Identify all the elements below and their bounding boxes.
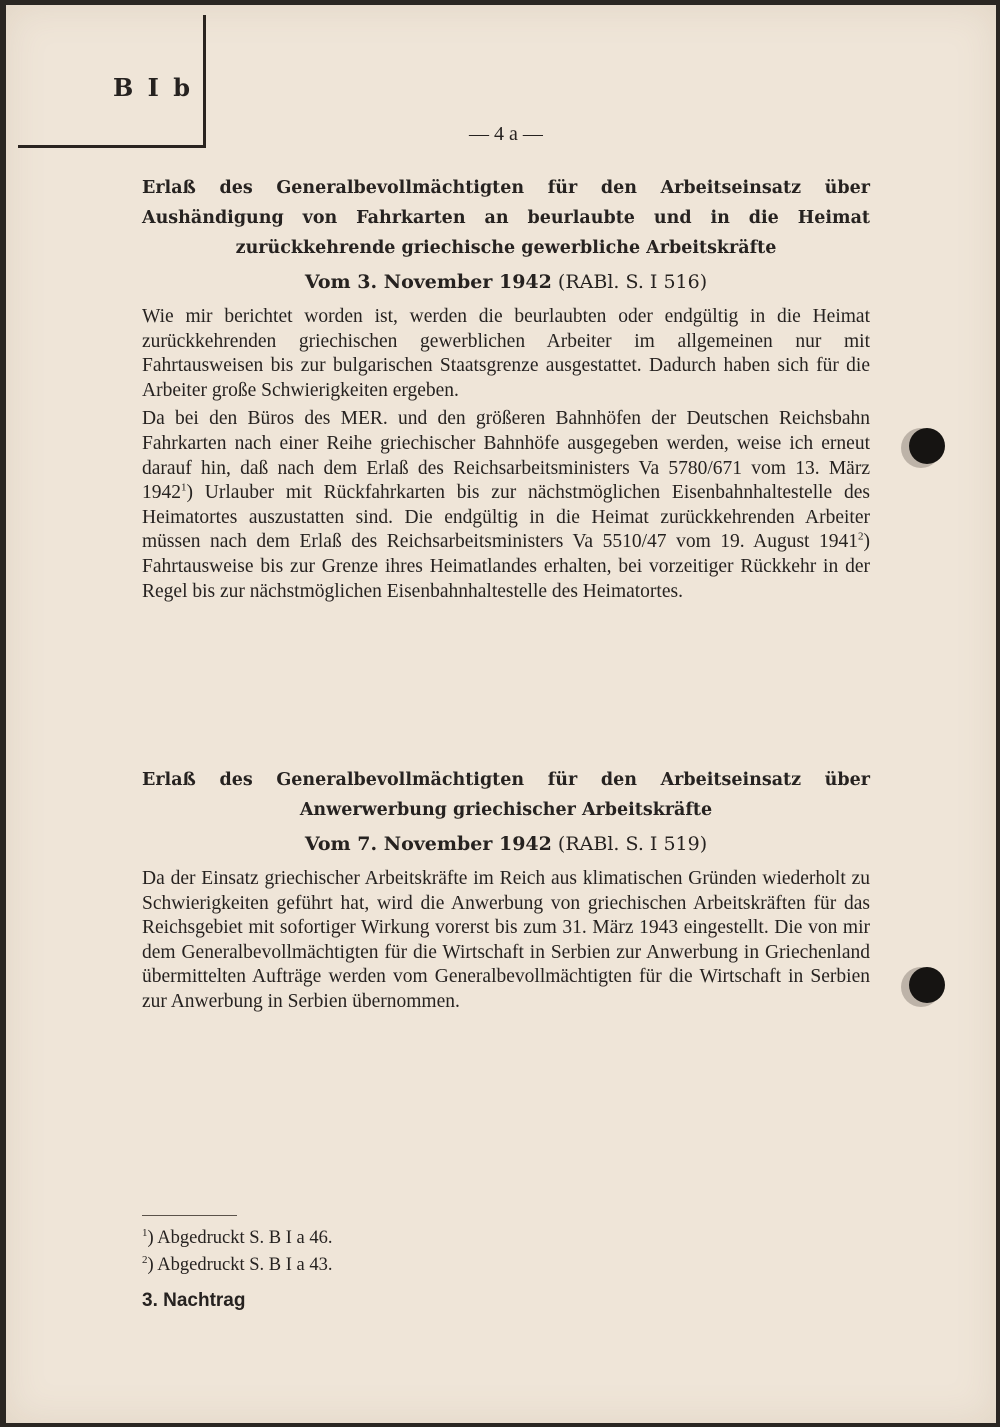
decree-1-paragraph-2-part-a: Da bei den Büros des MER. und den größeren Bahnhöfen der Deutschen Reichsbahn Fahrkarten nach einer Reihe griechischer Bahnhöfe ausgegeben werden, weise ich erneut darauf hin, daß nach dem Erlaß des Reichsarbeitsministers Va 5780/671 vom 13. März 1942 <box>142 408 870 504</box>
decree-1-dateline <box>142 267 870 297</box>
section-label: B I b <box>113 73 194 102</box>
punch-hole-lower <box>909 967 945 1003</box>
decree-2-title: Erlaß des Generalbevollmächtigten für den Arbeitseinsatz über Anwerwerbung griechischer Arbeitskräfte <box>142 770 870 820</box>
decree-2-paragraph-1: Da der Einsatz griechischer Arbeitskräfte im Reich aus klimatischen Gründen wiederholt zu Schwierigkeiten geführt hat, wird die Anwerbung von griechischen Arbeitskräften für das Reichsgebiet mit sofortiger Wirkung vorerst bis zum 31. März 1943 eingestellt. Die von mir dem Generalbevollmächtigten für die Wirtschaft in Serbien zur Anwerbung in Griechenland übermittelten Aufträge werden vom Generalbevollmächtigten für die Wirtschaft in Serbien zur Anwerbung in Serbien übernommen. <box>142 868 870 1012</box>
footnote-2 <box>142 1255 332 1276</box>
footnote-1 <box>142 1228 332 1249</box>
document-page <box>6 5 996 1423</box>
footnote-ref-2: 2 <box>858 530 864 543</box>
decree-2-date: Vom 7. November 1942 <box>304 833 552 855</box>
decree-1-title: Erlaß des Generalbevollmächtigten für den Arbeitseinsatz über Aushändigung von Fahrkarten an beurlaubte und in die Heimat zurückkehrende griechische gewerbliche Arbeitskräfte <box>142 178 870 258</box>
footnote-1-mark: 1 <box>142 1226 148 1239</box>
decree-1-paragraph-1: Wie mir berichtet worden ist, werden die beurlaubten oder endgültig in die Heimat zurückkehrenden griechischen gewerblichen Arbeiter im allgemeinen nur mit Fahrtausweisen bis zur bulgarischen Staatsgrenze ausgestattet. Dadurch haben sich für die Arbeiter große Schwierigkeiten ergeben. <box>142 306 870 401</box>
decree-1-date: Vom 3. November 1942 <box>304 271 552 293</box>
supplement-label: 3. Nachtrag <box>142 1290 246 1311</box>
footnote-ref-1: 1 <box>181 481 187 494</box>
section-corner-box <box>18 15 206 148</box>
decree-2-source: (RABl. S. I 519) <box>557 833 708 855</box>
decree-1-source: (RABl. S. I 516) <box>557 271 708 293</box>
decree-section-2 <box>142 765 870 1019</box>
footnote-divider <box>142 1215 237 1216</box>
decree-1-paragraph-2-part-c: ) Fahrtausweise bis zur Grenze ihres Heimatlandes erhalten, bei vorzeitiger Rückkehr in der Regel bis zur nächstmöglichen Eisenbahnhaltestelle des Heimatortes. <box>142 531 870 602</box>
punch-hole-upper <box>909 428 945 464</box>
page-number: — 4 a — <box>469 123 543 145</box>
decree-section-1 <box>142 173 870 608</box>
decree-1-paragraph-2 <box>142 407 870 604</box>
decree-1-paragraph-2-part-b: ) Urlauber mit Rückfahrkarten bis zur nächstmöglichen Eisenbahnhaltestelle des Heimatortes auszustatten sind. Die endgültig in die Heimat zurückkehrenden Arbeiter müssen nach dem Erlaß des Reichsarbeitsministers Va 5510/47 vom 19. August 1941 <box>142 482 870 553</box>
footnote-1-text: ) Abgedruckt S. B I a 46. <box>147 1228 333 1248</box>
decree-2-dateline <box>142 829 870 859</box>
footnote-2-text: ) Abgedruckt S. B I a 43. <box>147 1255 333 1275</box>
footnote-2-mark: 2 <box>142 1253 148 1266</box>
